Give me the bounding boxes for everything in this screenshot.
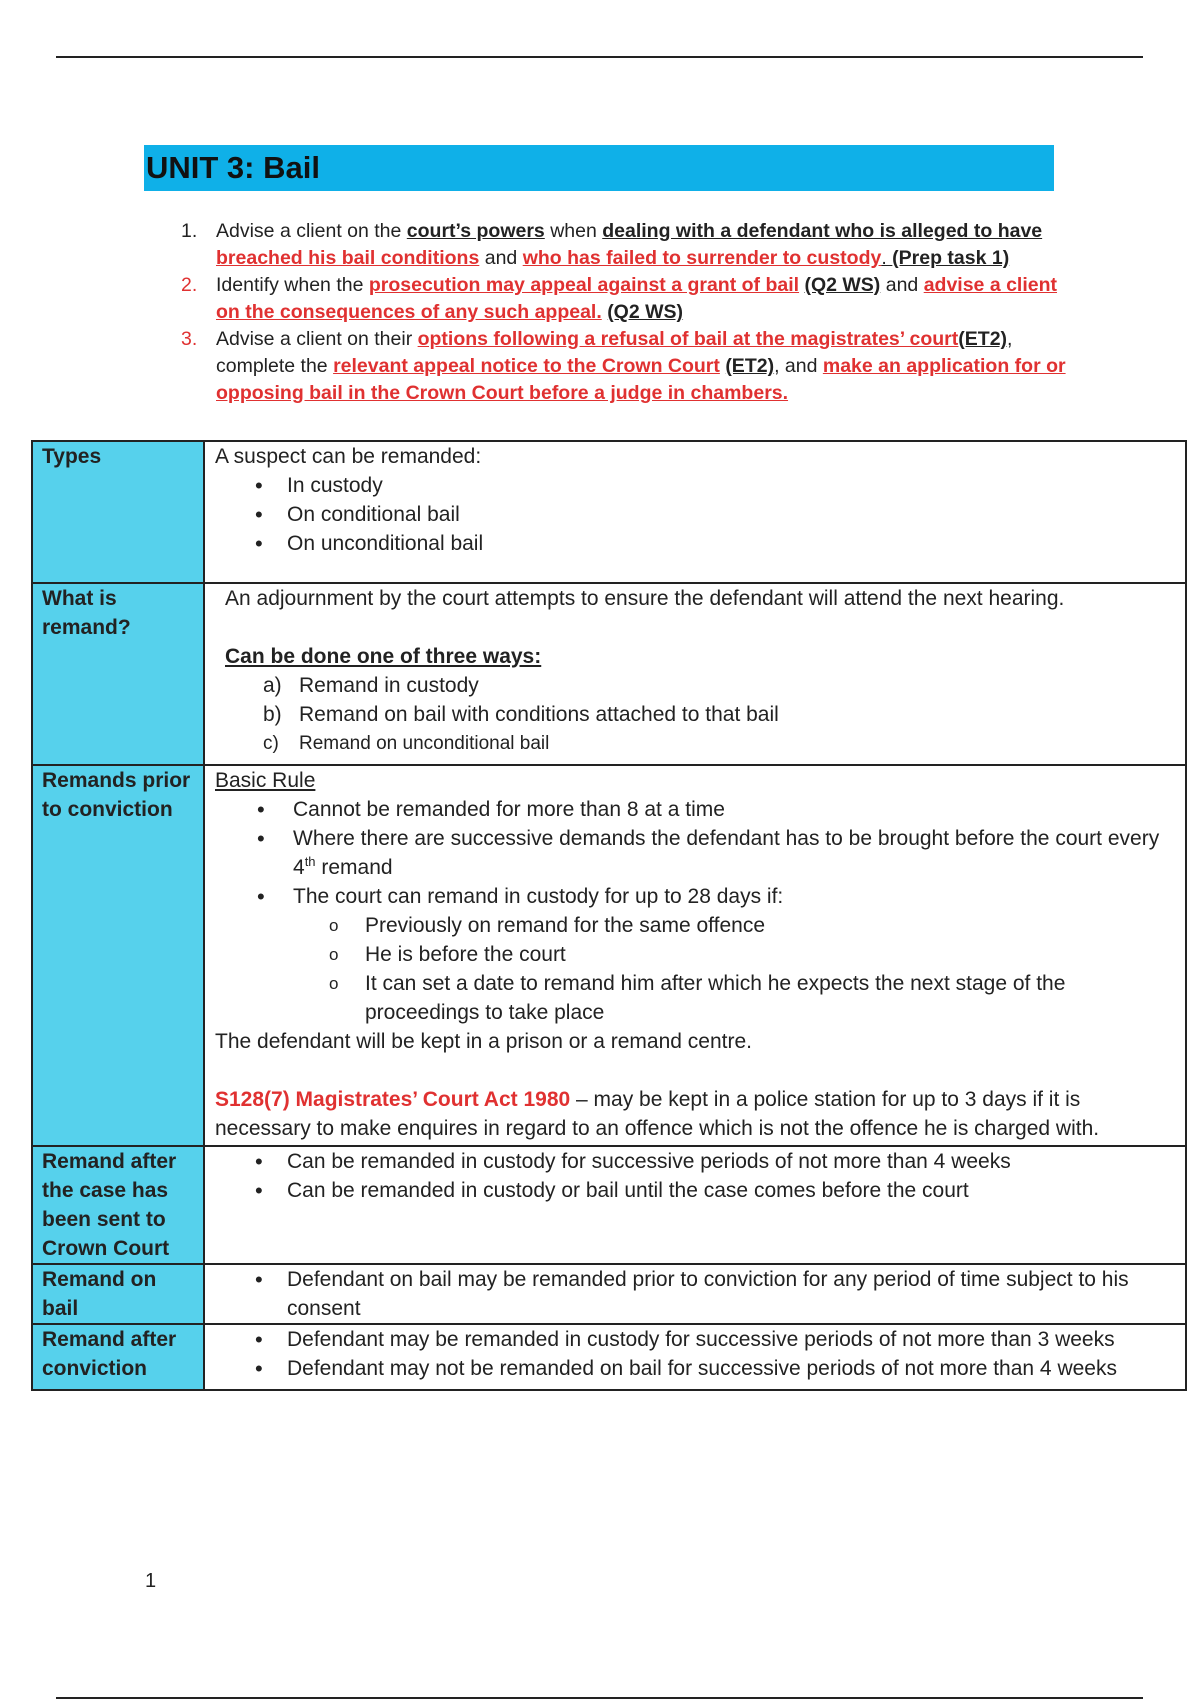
page-number: 1 xyxy=(145,1570,157,1592)
objective-number: 1. xyxy=(181,220,198,242)
unit-title: UNIT 3: Bail xyxy=(144,145,1054,191)
list-item: o It can set a date to remand him after which he expects the next stage of the proceedings to take place xyxy=(215,969,1177,1027)
objective-number: 3. xyxy=(181,328,198,350)
list-item: a) Remand in custody xyxy=(263,674,479,697)
list-item: o Previously on remand for the same offence xyxy=(215,911,1177,940)
row-content: Basic Rule • Cannot be remanded for more than 8 at a time • Where there are successive demands the defendant has to be brought before the court every 4th remand • The court can remand in custody for up to 28 days if: o Previously on remand for the same offence o He is before the court o It can set a date to remand him after which he expects the next stage of the proceedings to take place The defendant will be kept in a prison or a remand centre. S128(7) Magistrates’ Court Act 1980 – may be kept in a police station for up to 3 days if it is necessary to make enquires in regard to an offence which is not the offence he is charged with. xyxy=(204,765,1186,1146)
list-item: • Defendant may be remanded in custody for successive periods of not more than 3 weeks xyxy=(215,1325,1177,1354)
row-sent-to-crown xyxy=(32,1146,1186,1264)
row-after-conviction xyxy=(32,1324,1186,1390)
list-item: • The court can remand in custody for up to 28 days if: xyxy=(215,882,1177,911)
objectives-list xyxy=(176,218,1076,407)
footer-rule xyxy=(56,1697,1143,1699)
row-what-is-remand xyxy=(32,583,1186,765)
row-prior-to-conviction xyxy=(32,765,1186,1146)
row-content xyxy=(204,1146,1186,1264)
list-item: • Where there are successive demands the defendant has to be brought before the court every 4th remand xyxy=(215,824,1177,882)
row-content: An adjournment by the court attempts to ensure the defendant will attend the next hearing. Can be done one of three ways: a) Remand in custody b) Remand on bail with conditions attached to that bail c) Remand on unconditional bail xyxy=(204,583,1186,765)
row-label: Remand on bail xyxy=(32,1264,204,1324)
row-label: Remand after conviction xyxy=(32,1324,204,1390)
objective-number: 2. xyxy=(181,274,198,296)
row-label: Types xyxy=(32,441,204,583)
row-content: A suspect can be remanded: • In custody • On conditional bail • On unconditional bail xyxy=(204,441,1186,583)
subheading: Basic Rule xyxy=(215,769,316,792)
row-types xyxy=(32,441,1186,583)
row-content xyxy=(204,1264,1186,1324)
objective-2: 2. Identify when the prosecution may appeal against a grant of bail (Q2 WS) and advise a client on the consequences of any such appeal. (Q2 WS) xyxy=(181,274,1058,323)
list-item: o He is before the court xyxy=(215,940,1177,969)
header-rule xyxy=(56,56,1143,58)
list-item: • On unconditional bail xyxy=(215,529,1177,558)
objective-1: 1. Advise a client on the court’s powers when dealing with a defendant who is alleged to have breached his bail conditions and who has failed to surrender to custody. (Prep task 1) xyxy=(181,220,1043,269)
list-item: b) Remand on bail with conditions attached to that bail xyxy=(263,703,779,726)
row-content xyxy=(204,1324,1186,1390)
notes-table xyxy=(31,440,1187,1391)
list-item: • Can be remanded in custody for successive periods of not more than 4 weeks xyxy=(215,1147,1177,1176)
row-label: Remands prior to conviction xyxy=(32,765,204,1146)
objective-3: 3. Advise a client on their options following a refusal of bail at the magistrates’ court(ET2), complete the relevant appeal notice to the Crown Court (ET2), and make an application for or opposing bail in the Crown Court before a judge in chambers. xyxy=(181,328,1066,404)
list-item: c) Remand on unconditional bail xyxy=(263,733,550,754)
row-label: What is remand? xyxy=(32,583,204,765)
list-item: • Can be remanded in custody or bail until the case comes before the court xyxy=(215,1176,1177,1205)
subheading: Can be done one of three ways: xyxy=(225,645,542,668)
statute-note: S128(7) Magistrates’ Court Act 1980 – may be kept in a police station for up to 3 days if it is necessary to make enquires in regard to an offence which is not the offence he is charged with. xyxy=(215,1088,1100,1140)
list-item: • Defendant may not be remanded on bail for successive periods of not more than 4 weeks xyxy=(215,1354,1177,1383)
row-on-bail xyxy=(32,1264,1186,1324)
list-item: • On conditional bail xyxy=(215,500,1177,529)
list-item: • In custody xyxy=(215,471,1177,500)
row-label: Remand after the case has been sent to Crown Court xyxy=(32,1146,204,1264)
list-item: • Cannot be remanded for more than 8 at a time xyxy=(215,795,1177,824)
list-item: • Defendant on bail may be remanded prior to conviction for any period of time subject to his consent xyxy=(215,1265,1177,1323)
